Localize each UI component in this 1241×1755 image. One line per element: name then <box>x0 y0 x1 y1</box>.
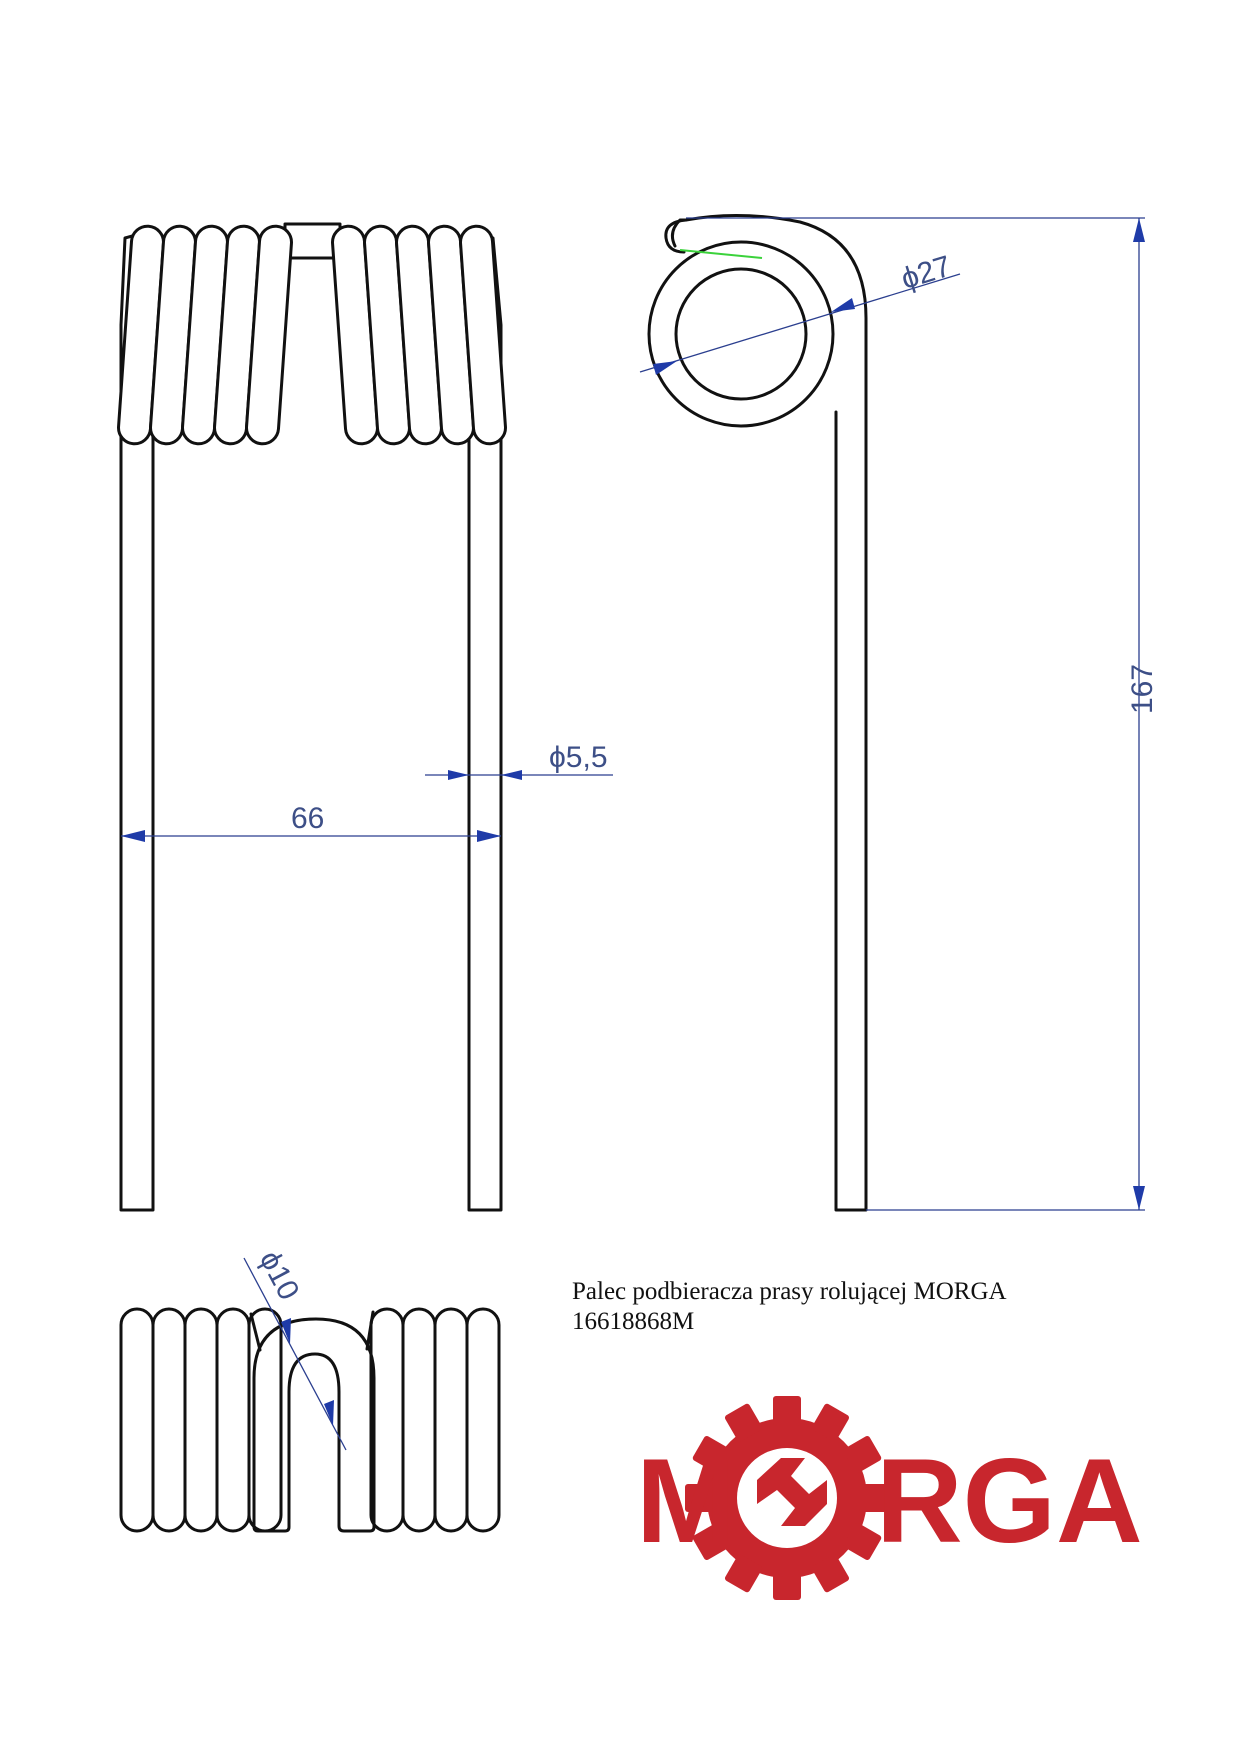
coil-diameter-dimension <box>640 250 960 375</box>
front-view-left-coils <box>117 225 292 445</box>
part-number: 16618868M <box>572 1308 695 1335</box>
bend-diameter-label: ϕ10 <box>252 1245 306 1306</box>
side-view-coil-inner <box>676 269 806 399</box>
morga-logo <box>636 1396 1143 1600</box>
logo-text-m: M <box>636 1434 736 1568</box>
height-dimension <box>686 218 1159 1210</box>
bottom-view <box>121 1246 499 1531</box>
part-description: Palec podbieracza prasy rolującej MORGA <box>572 1278 1007 1305</box>
wire-diameter-label: ϕ5,5 <box>549 741 608 774</box>
front-view <box>117 224 613 1210</box>
coil-diameter-label: ϕ27 <box>897 249 955 296</box>
height-label: 167 <box>1126 663 1159 714</box>
width-label: 66 <box>291 802 325 835</box>
width-dimension <box>121 802 501 842</box>
bottom-view-right-coils <box>371 1309 499 1531</box>
front-view-right-coils <box>331 225 506 445</box>
logo-text-rga: RGA <box>876 1434 1143 1568</box>
part-caption <box>572 1277 1007 1337</box>
side-view-leg <box>672 215 866 1210</box>
wire-diameter-dimension <box>425 741 613 780</box>
side-view <box>640 215 1159 1210</box>
